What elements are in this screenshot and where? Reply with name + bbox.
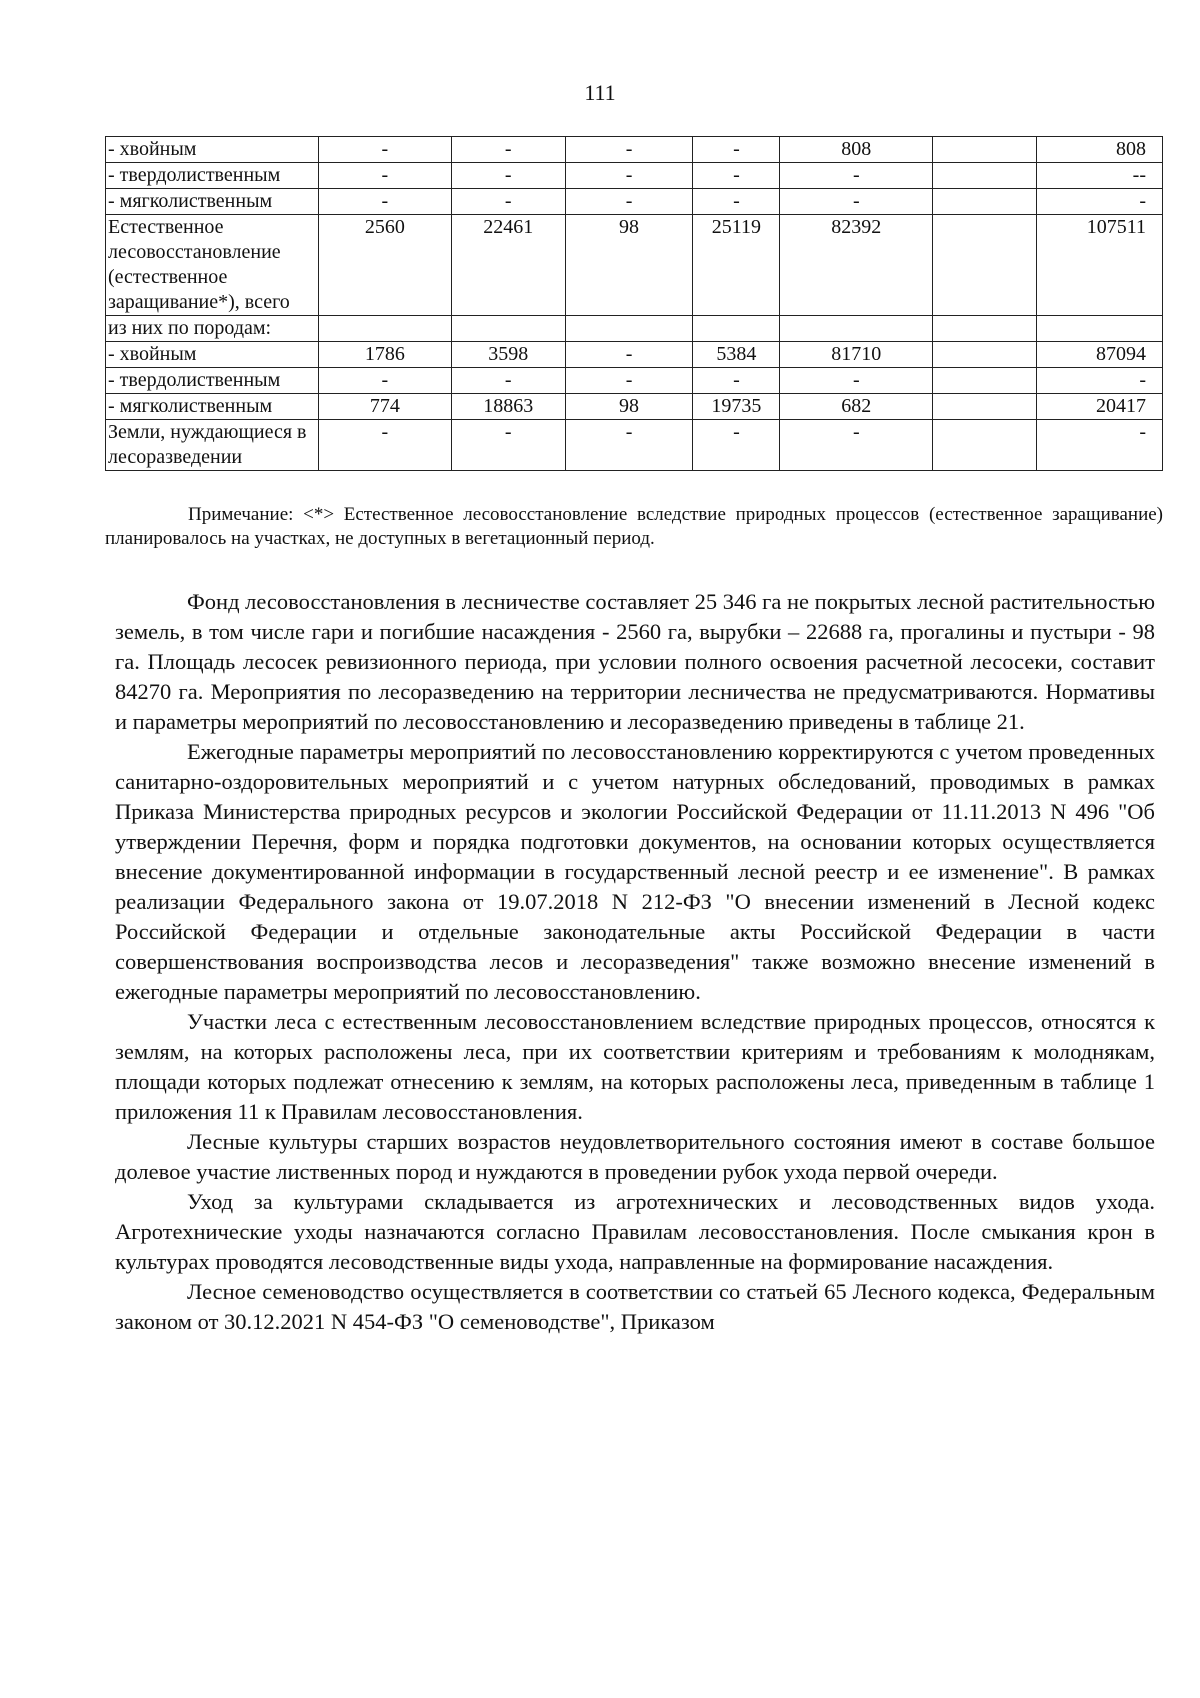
- value-cell: [933, 394, 1037, 420]
- value-cell: [933, 368, 1037, 394]
- value-cell: -: [693, 189, 780, 215]
- value-cell: -: [565, 189, 693, 215]
- value-cell: [933, 137, 1037, 163]
- value-cell: -: [451, 137, 565, 163]
- value-cell: -: [318, 137, 451, 163]
- value-cell: -: [780, 189, 933, 215]
- value-cell: 1786: [318, 342, 451, 368]
- value-cell: 25119: [693, 215, 780, 316]
- value-cell: [1037, 316, 1163, 342]
- value-cell: -: [318, 420, 451, 471]
- value-cell: -: [693, 420, 780, 471]
- value-cell: -: [565, 163, 693, 189]
- row-label-cell: - мягколиственным: [106, 189, 319, 215]
- value-cell: 82392: [780, 215, 933, 316]
- value-cell: -: [780, 368, 933, 394]
- value-cell: [933, 163, 1037, 189]
- row-label-cell: Земли, нуждающиеся в лесоразведении: [106, 420, 319, 471]
- value-cell: -: [1037, 368, 1163, 394]
- value-cell: -: [1037, 189, 1163, 215]
- value-cell: [780, 316, 933, 342]
- value-cell: 98: [565, 215, 693, 316]
- table-row: [106, 342, 1163, 368]
- value-cell: [933, 215, 1037, 316]
- page-number: 111: [584, 80, 616, 105]
- paragraph: Фонд лесовосстановления в лесничестве составляет 25 346 га не покрытых лесной растительностью земель, в том числе гари и погибшие насаждения - 2560 га, вырубки – 22688 га, прогалины и пустыри - 98 га. Площадь лесосек ревизионного периода, при условии полного освоения расчетной лесосеки, составит 84270 га. Мероприятия по лесоразведению на территории лесничества не предусматриваются. Нормативы и параметры мероприятий по лесовосстановлению и лесоразведению приведены в таблице 21.: [115, 589, 1155, 734]
- value-cell: -: [318, 189, 451, 215]
- table-row: [106, 368, 1163, 394]
- value-cell: -: [451, 420, 565, 471]
- value-cell: 98: [565, 394, 693, 420]
- value-cell: 808: [780, 137, 933, 163]
- value-cell: [933, 316, 1037, 342]
- paragraph: Уход за культурами складывается из агротехнических и лесоводственных видов ухода. Агротехнические уходы назначаются согласно Правилам лесовосстановления. После смыкания крон в культурах проводятся лесоводственные виды ухода, направленные на формирование насаждения.: [115, 1189, 1155, 1274]
- value-cell: [933, 189, 1037, 215]
- value-cell: 3598: [451, 342, 565, 368]
- value-cell: 22461: [451, 215, 565, 316]
- row-label-cell: - твердолиственным: [106, 368, 319, 394]
- table-row: [106, 316, 1163, 342]
- row-label-cell: - мягколиственным: [106, 394, 319, 420]
- value-cell: -: [565, 342, 693, 368]
- body-text: [115, 587, 1155, 1337]
- value-cell: -: [451, 163, 565, 189]
- row-label-cell: Естественное лесовосстановление (естественное заращивание*), всего: [106, 215, 319, 316]
- value-cell: -: [780, 163, 933, 189]
- table-row: [106, 137, 1163, 163]
- value-cell: -: [1037, 420, 1163, 471]
- value-cell: -: [693, 368, 780, 394]
- value-cell: 5384: [693, 342, 780, 368]
- value-cell: 18863: [451, 394, 565, 420]
- value-cell: -: [693, 163, 780, 189]
- value-cell: -: [318, 368, 451, 394]
- value-cell: [565, 316, 693, 342]
- row-label-cell: из них по породам:: [106, 316, 319, 342]
- table-row: [106, 215, 1163, 316]
- value-cell: 808: [1037, 137, 1163, 163]
- value-cell: 20417: [1037, 394, 1163, 420]
- table-footnote: Примечание: <*> Естественное лесовосстановление вследствие природных процессов (естественное заращивание) планировалось на участках, не доступных в вегетационный период.: [105, 504, 1163, 549]
- value-cell: 2560: [318, 215, 451, 316]
- value-cell: [933, 420, 1037, 471]
- value-cell: 774: [318, 394, 451, 420]
- table-row: [106, 420, 1163, 471]
- value-cell: --: [1037, 163, 1163, 189]
- value-cell: [318, 316, 451, 342]
- value-cell: -: [565, 420, 693, 471]
- value-cell: -: [451, 189, 565, 215]
- value-cell: 87094: [1037, 342, 1163, 368]
- value-cell: [933, 342, 1037, 368]
- reforestation-table: [105, 136, 1163, 471]
- value-cell: -: [318, 163, 451, 189]
- paragraph: Участки леса с естественным лесовосстановлением вследствие природных процессов, относятся к землям, на которых расположены леса, при их соответствии критериям и требованиям к молоднякам, площади которых подлежат отнесению к землям, на которых расположены леса, приведенным в таблице 1 приложения 11 к Правилам лесовосстановления.: [115, 1009, 1155, 1124]
- value-cell: 682: [780, 394, 933, 420]
- value-cell: -: [565, 368, 693, 394]
- value-cell: -: [565, 137, 693, 163]
- paragraph: Лесные культуры старших возрастов неудовлетворительного состояния имеют в составе большое долевое участие лиственных пород и нуждаются в проведении рубок ухода первой очереди.: [115, 1129, 1155, 1184]
- table-body: [106, 137, 1163, 471]
- value-cell: [693, 316, 780, 342]
- value-cell: -: [451, 368, 565, 394]
- row-label-cell: - хвойным: [106, 137, 319, 163]
- table-row: [106, 163, 1163, 189]
- table-row: [106, 394, 1163, 420]
- value-cell: -: [693, 137, 780, 163]
- row-label-cell: - твердолиственным: [106, 163, 319, 189]
- row-label-cell: - хвойным: [106, 342, 319, 368]
- value-cell: [451, 316, 565, 342]
- table-row: [106, 189, 1163, 215]
- value-cell: 19735: [693, 394, 780, 420]
- paragraph: Лесное семеноводство осуществляется в соответствии со статьей 65 Лесного кодекса, Федеральным законом от 30.12.2021 N 454-ФЗ "О семеноводстве", Приказом: [115, 1279, 1155, 1334]
- paragraph: Ежегодные параметры мероприятий по лесовосстановлению корректируются с учетом проведенных санитарно-оздоровительных мероприятий и с учетом натурных обследований, проводимых в рамках Приказа Министерства природных ресурсов и экологии Российской Федерации от 11.11.2013 N 496 "Об утверждении Перечня, форм и порядка подготовки документов, на основании которых осуществляется внесение документированной информации в государственный лесной реестр и ее изменение". В рамках реализации Федерального закона от 19.07.2018 N 212-ФЗ "О внесении изменений в Лесной кодекс Российской Федерации и отдельные законодательные акты Российской Федерации в части совершенствования воспроизводства лесов и лесоразведения" также возможно внесение изменений в ежегодные параметры мероприятий по лесовосстановлению.: [115, 739, 1155, 1004]
- value-cell: 81710: [780, 342, 933, 368]
- value-cell: 107511: [1037, 215, 1163, 316]
- value-cell: -: [780, 420, 933, 471]
